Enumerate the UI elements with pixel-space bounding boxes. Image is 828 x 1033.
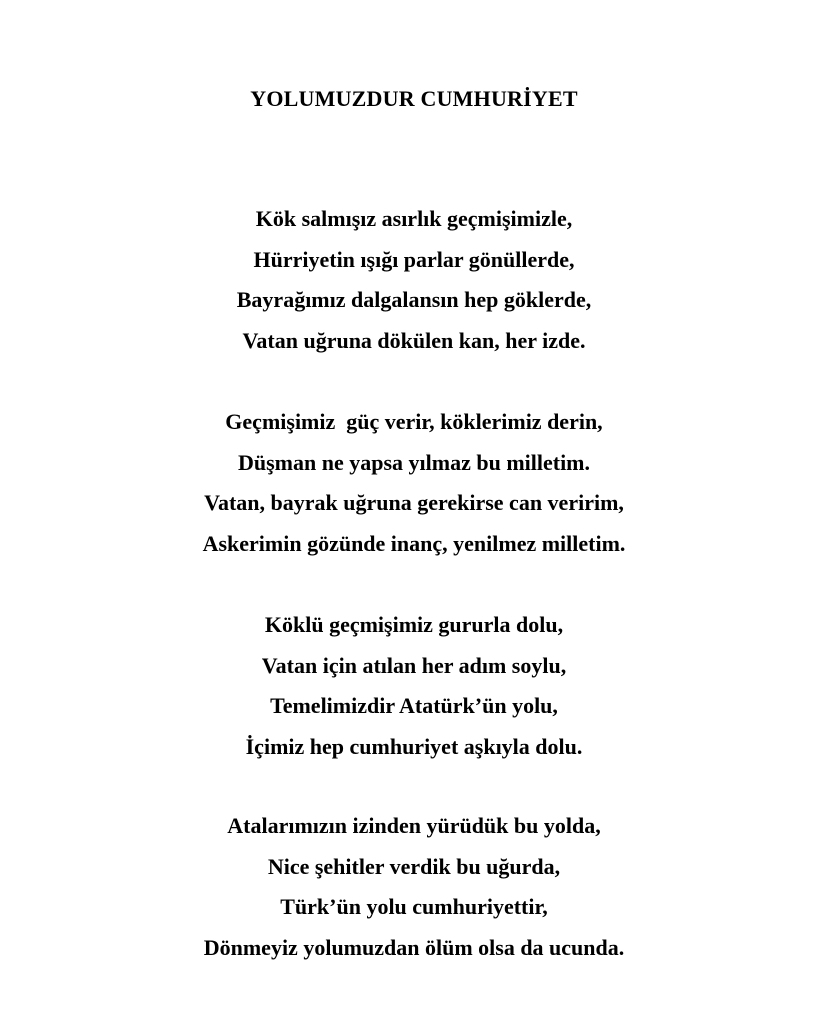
poem-title: YOLUMUZDUR CUMHURİYET	[250, 86, 578, 111]
poem-line: İçimiz hep cumhuriyet aşkıyla dolu.	[245, 733, 583, 759]
poem-line: Atalarımızın izinden yürüdük bu yolda,	[227, 813, 601, 838]
poem-line: Bayrağımız dalgalansın hep göklerde,	[236, 287, 592, 312]
stanza-1	[0, 199, 828, 361]
poem-line: Dönmeyiz yolumuzdan ölüm olsa da ucunda.	[203, 934, 625, 960]
poem-line: Geçmişimiz güç verir, köklerimiz derin,	[225, 409, 603, 434]
poem-line: Nice şehitler verdik bu uğurda,	[267, 853, 561, 879]
poem-line: Temelimizdir Atatürk’ün yolu,	[270, 693, 558, 718]
poem-line: Türk’ün yolu cumhuriyettir,	[280, 894, 548, 919]
poem-line: Vatan uğruna dökülen kan, her izde.	[242, 327, 586, 353]
stanza-2	[0, 402, 828, 564]
stanza-4	[0, 806, 828, 968]
poem-line: Hürriyetin ışığı parlar gönüllerde,	[253, 246, 575, 272]
poem-line: Düşman ne yapsa yılmaz bu milletim.	[237, 449, 591, 475]
stanza-3	[0, 605, 828, 767]
poem-line: Askerimin gözünde inanç, yenilmez milletim.	[202, 530, 626, 556]
poem-line: Köklü geçmişimiz gururla dolu,	[264, 612, 564, 637]
poem-line: Vatan, bayrak uğruna gerekirse can veririm,	[204, 490, 624, 515]
poem-line: Kök salmışız asırlık geçmişimizle,	[255, 206, 573, 231]
poem-line: Vatan için atılan her adım soylu,	[261, 652, 567, 678]
